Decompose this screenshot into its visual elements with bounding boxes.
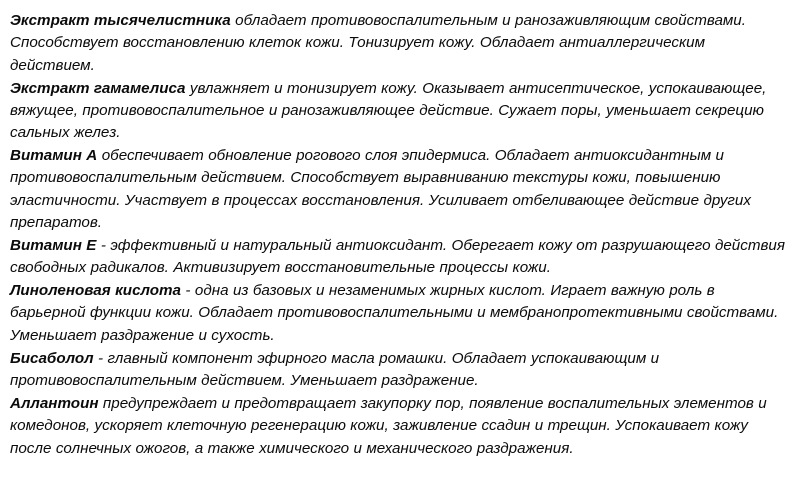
ingredient-paragraph (10, 145, 788, 234)
ingredient-paragraph (10, 235, 788, 280)
ingredient-name: Линоленовая кислота (10, 282, 181, 300)
ingredient-list (10, 10, 788, 460)
ingredient-description: увлажняет и тонизирует кожу. Оказывает антисептическое, успокаивающее, вяжущее, противовоспалительное и ранозаживляющее действие. Сужает поры, уменьшает секрецию сальных желез. (10, 79, 767, 142)
ingredient-name: Бисаболол (10, 349, 94, 367)
ingredient-description: обеспечивает обновление рогового слоя эпидермиса. Обладает антиоксидантным и противовоспалительным действием. Способствует выравниванию текстуры кожи, повышению эластичности. Участвует в процессах восстановления. Усиливает отбеливающее действие других препаратов. (10, 147, 751, 232)
ingredient-name: Витамин Е (10, 236, 97, 254)
ingredient-name: Экстракт гамамелиса (10, 79, 186, 97)
ingredient-description: - одна из базовых и незаменимых жирных кислот. Играет важную роль в барьерной функции кожи. Обладает противовоспалительными и мембранопротективными свойствами. Уменьшает раздражение и сухость. (10, 282, 779, 344)
ingredient-description: обладает противовоспалительным и ранозаживляющим свойствами. Способствует восстановлению клеток кожи. Тонизирует кожу. Обладает антиаллергическим действием. (10, 12, 746, 74)
ingredient-paragraph (10, 78, 788, 145)
ingredient-name: Экстракт тысячелистника (10, 12, 231, 29)
ingredient-paragraph (10, 348, 788, 393)
ingredient-name: Аллантоин (10, 394, 99, 412)
ingredient-paragraph (10, 10, 788, 77)
ingredient-description: - эффективный и натуральный антиоксидант. Оберегает кожу от разрушающего действия свободных радикалов. Активизирует восстановительные процессы кожи. (10, 236, 785, 277)
ingredient-description: предупреждает и предотвращает закупорку пор, появление воспалительных элементов и комедонов, ускоряет клеточную регенерацию кожи, заживление ссадин и трещин. Успокаивает кожу после солнечных ожогов, а также химического и механического раздражения. (10, 394, 767, 457)
ingredient-paragraph (10, 280, 788, 347)
ingredient-paragraph (10, 393, 788, 460)
ingredient-name: Витамин А (10, 147, 98, 165)
ingredient-description: - главный компонент эфирного масла ромашки. Обладает успокаивающим и противовоспалительным действием. Уменьшает раздражение. (10, 349, 660, 389)
